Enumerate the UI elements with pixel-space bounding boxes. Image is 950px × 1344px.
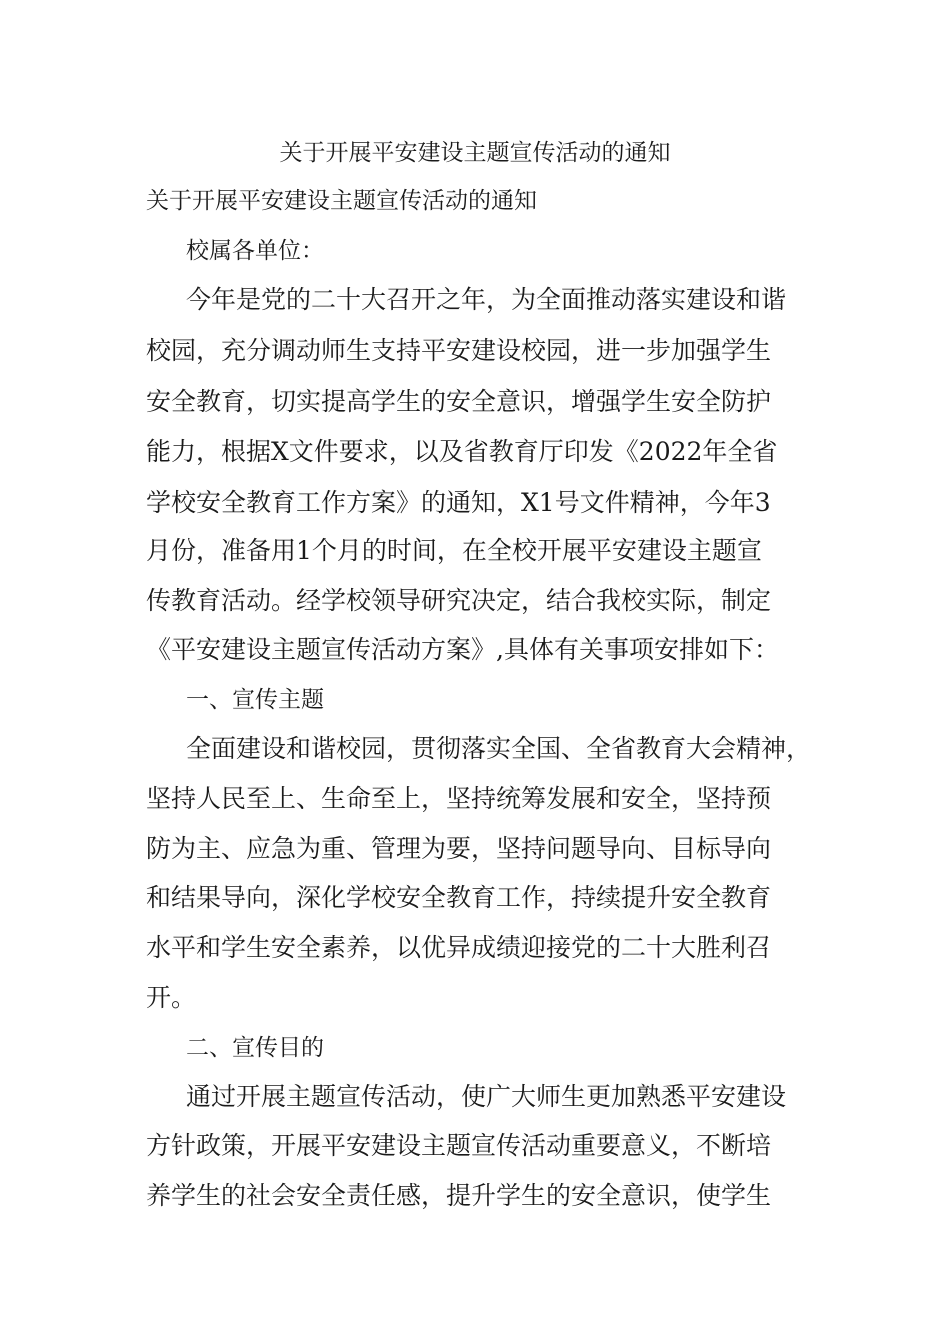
section1-line: 水平和学生安全素养，以优异成绩迎接党的二十大胜利召 [146,933,772,962]
document-subtitle: 关于开展平安建设主题宣传活动的通知 [146,188,537,214]
section1-line: 全面建设和谐校园，贯彻落实全国、全省教育大会精神， [186,734,812,763]
section1-line: 防为主、应急为重、管理为要，坚持问题导向、目标导向 [146,834,772,863]
salutation: 校属各单位： [186,238,324,264]
document-title: 关于开展平安建设主题宣传活动的通知 [279,140,671,166]
section1-line: 坚持人民至上、生命至上，坚持统筹发展和安全，坚持预 [146,784,772,813]
intro-line: 安全教育，切实提高学生的安全意识，增强学生安全防护 [146,387,772,416]
section2-line: 通过开展主题宣传活动，使广大师生更加熟悉平安建设 [186,1082,787,1111]
intro-line: 学校安全教育工作方案》的通知，X1号文件精神，今年3 [146,488,771,517]
section2-line: 养学生的社会安全责任感，提升学生的安全意识，使学生 [146,1181,772,1210]
section1-line: 和结果导向，深化学校安全教育工作，持续提升安全教育 [146,883,772,912]
section-heading-purpose: 二、宣传目的 [186,1035,324,1061]
section2-line: 方针政策，开展平安建设主题宣传活动重要意义，不断培 [146,1131,772,1160]
intro-line: 今年是党的二十大召开之年，为全面推动落实建设和谐 [186,285,787,314]
section1-line: 开。 [146,983,197,1012]
intro-line: 月份，准备用1个月的时间，在全校开展平安建设主题宣 [146,536,762,565]
intro-line: 《平安建设主题宣传活动方案》,具体有关事项安排如下： [146,635,779,664]
section-heading-theme: 一、宣传主题 [186,687,324,713]
intro-line: 传教育活动。经学校领导研究决定，结合我校实际，制定 [146,586,772,615]
intro-line: 校园，充分调动师生支持平安建设校园，进一步加强学生 [146,336,772,365]
intro-line: 能力，根据X文件要求，以及省教育厅印发《2022年全省 [146,437,778,466]
